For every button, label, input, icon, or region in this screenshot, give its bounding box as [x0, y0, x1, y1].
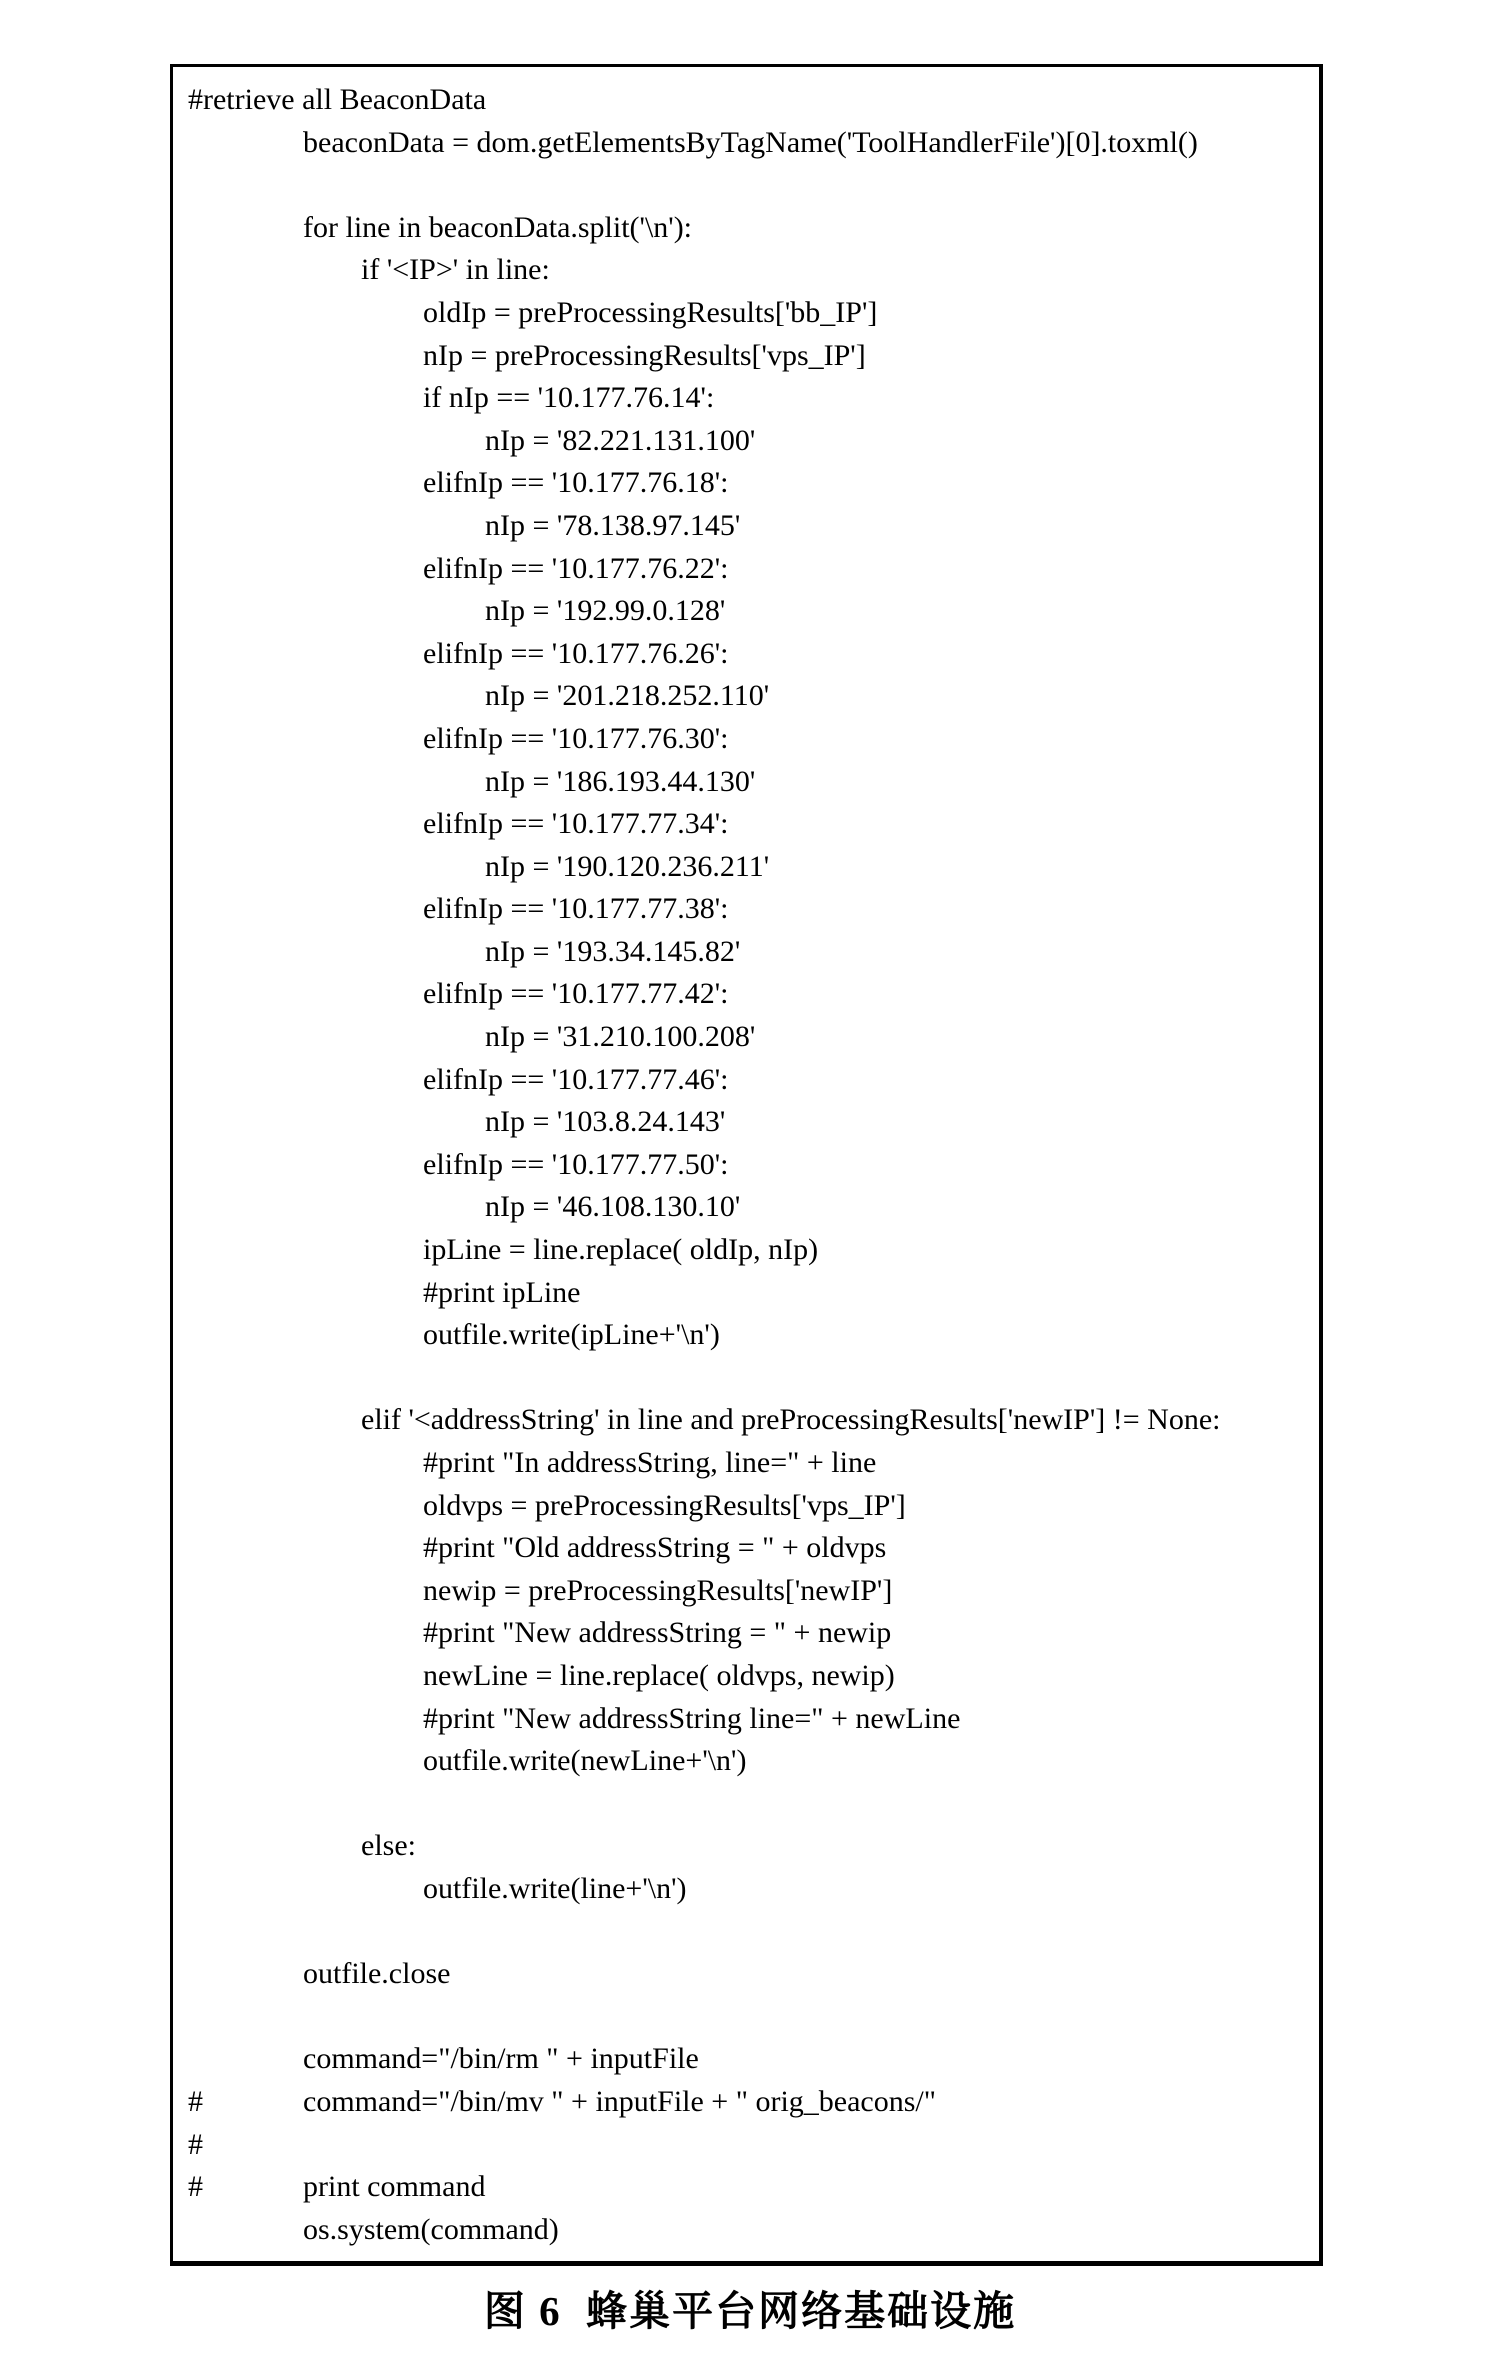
code-line: [173, 931, 1319, 974]
code-text: elifnIp == '10.177.76.26':: [423, 636, 729, 670]
code-text: elifnIp == '10.177.77.42':: [423, 977, 729, 1011]
code-text: elifnIp == '10.177.77.46':: [423, 1062, 729, 1096]
code-line: [173, 505, 1319, 548]
code-line: [173, 1357, 1319, 1400]
code-text: command="/bin/rm " + inputFile: [303, 2042, 699, 2076]
code-block: [173, 79, 1319, 2251]
code-line: [173, 590, 1319, 633]
code-text: #retrieve all BeaconData: [188, 83, 487, 116]
code-text: command="/bin/mv " + inputFile + " orig_beacons/": [303, 2084, 937, 2118]
code-text: ipLine = line.replace( oldIp, nIp): [423, 1233, 819, 1267]
code-line: [173, 1825, 1319, 1868]
code-text: nIp = '46.108.130.10': [485, 1190, 741, 1224]
figure-caption: 图 6 蜂巢平台网络基础设施: [483, 2288, 1017, 2334]
code-text: nIp = '190.120.236.211': [485, 849, 770, 883]
code-text: #print "New addressString = " + newip: [423, 1616, 892, 1650]
code-line: [173, 633, 1319, 676]
code-text: print command: [303, 2170, 486, 2204]
code-text: outfile.write(ipLine+'\n'): [423, 1318, 720, 1352]
code-line: [173, 2081, 1319, 2124]
code-text: for line in beaconData.split('\n'):: [303, 210, 693, 244]
code-line: [173, 335, 1319, 378]
code-text: elifnIp == '10.177.77.38':: [423, 892, 729, 926]
code-text: os.system(command): [303, 2212, 559, 2246]
code-line: [173, 1953, 1319, 1996]
code-text: nIp = '186.193.44.130': [485, 764, 756, 798]
code-line: [173, 803, 1319, 846]
code-line: [173, 1570, 1319, 1613]
code-text: elifnIp == '10.177.76.18':: [423, 466, 729, 500]
code-line: [173, 1442, 1319, 1485]
code-line: [173, 2166, 1319, 2209]
code-line: [173, 1868, 1319, 1911]
code-line: [173, 718, 1319, 761]
code-line: [173, 462, 1319, 505]
code-line: [173, 548, 1319, 591]
code-text: else:: [361, 1829, 416, 1863]
code-line: [173, 1740, 1319, 1783]
code-line: [173, 1612, 1319, 1655]
code-text: oldvps = preProcessingResults['vps_IP']: [423, 1488, 906, 1522]
code-text: elifnIp == '10.177.76.22':: [423, 551, 729, 585]
code-text: if '<IP>' in line:: [361, 253, 550, 287]
code-line: [173, 1101, 1319, 1144]
code-line: [173, 1016, 1319, 1059]
code-line: [173, 79, 1319, 122]
code-text: oldIp = preProcessingResults['bb_IP']: [423, 295, 878, 329]
code-line: [173, 1485, 1319, 1528]
code-line: [173, 377, 1319, 420]
code-line: [173, 2124, 1319, 2167]
code-text: outfile.write(newLine+'\n'): [423, 1744, 747, 1778]
code-text: #print "Old addressString = " + oldvps: [423, 1531, 887, 1565]
code-line: [173, 1314, 1319, 1357]
code-line: [173, 1996, 1319, 2039]
code-text: outfile.close: [303, 1957, 451, 1991]
code-line: [173, 675, 1319, 718]
code-text: elifnIp == '10.177.76.30':: [423, 721, 729, 755]
code-line: [173, 1698, 1319, 1741]
code-line: [173, 888, 1319, 931]
code-text: newip = preProcessingResults['newIP']: [423, 1573, 893, 1607]
code-text: nIp = '31.210.100.208': [485, 1020, 756, 1054]
code-text: outfile.write(line+'\n'): [423, 1871, 687, 1905]
code-text: nIp = '192.99.0.128': [485, 594, 726, 628]
code-line: [173, 1229, 1319, 1272]
code-text: nIp = '193.34.145.82': [485, 934, 741, 968]
code-text: if nIp == '10.177.76.14':: [423, 381, 715, 415]
code-line: [173, 122, 1319, 165]
margin-comment-hash: #: [188, 2127, 203, 2161]
code-line: [173, 164, 1319, 207]
code-line: [173, 1059, 1319, 1102]
margin-comment-hash: #: [188, 2170, 203, 2204]
code-text: elif '<addressString' in line and preProcessingResults['newIP'] != None:: [361, 1403, 1221, 1437]
code-text: nIp = '103.8.24.143': [485, 1105, 726, 1139]
code-text: #print "In addressString, line=" + line: [423, 1446, 877, 1479]
code-text: #print "New addressString line=" + newLine: [423, 1701, 961, 1735]
code-line: [173, 1186, 1319, 1229]
code-text: nIp = '78.138.97.145': [485, 508, 741, 542]
code-line: [173, 1399, 1319, 1442]
code-line: [173, 1783, 1319, 1826]
code-line: [173, 973, 1319, 1016]
code-text: nIp = preProcessingResults['vps_IP']: [423, 338, 866, 372]
code-line: [173, 1655, 1319, 1698]
code-text: elifnIp == '10.177.77.50':: [423, 1147, 729, 1181]
code-line: [173, 1527, 1319, 1570]
code-line: [173, 292, 1319, 335]
code-text: #print ipLine: [423, 1275, 581, 1309]
code-line: [173, 761, 1319, 804]
code-text: beaconData = dom.getElementsByTagName('ToolHandlerFile')[0].toxml(): [303, 125, 1198, 159]
code-line: [173, 249, 1319, 292]
margin-comment-hash: #: [188, 2084, 203, 2118]
code-line: [173, 1144, 1319, 1187]
code-line: [173, 846, 1319, 889]
code-line: [173, 207, 1319, 250]
code-listing-box: [170, 64, 1323, 2266]
code-text: nIp = '201.218.252.110': [485, 679, 770, 713]
code-text: newLine = line.replace( oldvps, newip): [423, 1658, 895, 1692]
code-line: [173, 1272, 1319, 1315]
code-line: [173, 420, 1319, 463]
code-line: [173, 1911, 1319, 1954]
code-line: [173, 2209, 1319, 2252]
code-text: elifnIp == '10.177.77.34':: [423, 807, 729, 841]
code-line: [173, 2038, 1319, 2081]
code-text: nIp = '82.221.131.100': [485, 423, 756, 457]
